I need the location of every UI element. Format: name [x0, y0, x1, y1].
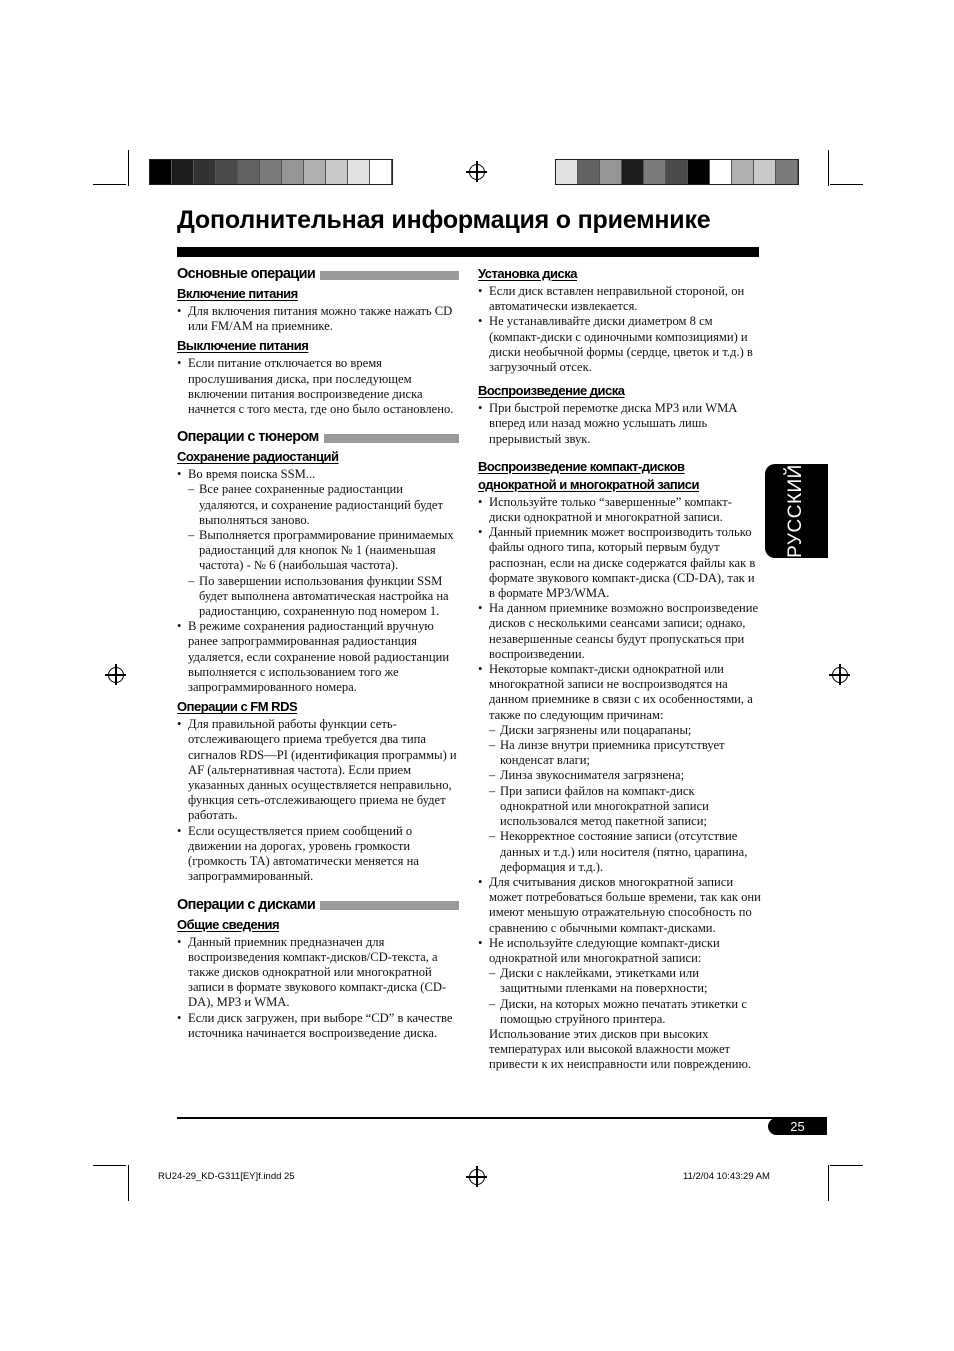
subsection-title: Установка диска [478, 266, 577, 281]
bullet-list [177, 304, 459, 334]
list-item: • Используйте только “завершенные” компакт-диски однократной и многократной записи. [478, 495, 762, 525]
color-calibration-bar-right [556, 160, 798, 184]
page-title: Дополнительная информация о приемнике [177, 206, 711, 234]
section-bar [320, 271, 459, 280]
section-title: Основные операции [177, 266, 316, 282]
crop-mark [93, 184, 126, 185]
bullet-list [177, 356, 459, 417]
title-rule [177, 247, 759, 257]
section-bar [324, 434, 459, 443]
section-bar [320, 901, 459, 910]
page-number: 25 [768, 1118, 827, 1135]
color-swatch [216, 160, 238, 184]
bullet-list [478, 401, 762, 447]
registration-mark-icon [469, 1169, 485, 1185]
bullet-list [478, 495, 762, 1073]
color-swatch [754, 160, 776, 184]
subsection-title: Сохранение радиостанций [177, 449, 339, 465]
bullet-list [177, 717, 459, 884]
section-title: Операции с тюнером [177, 429, 319, 446]
color-swatch [304, 160, 326, 184]
color-swatch [260, 160, 282, 184]
list-item: • Для считывания дисков многократной записи может потребоваться больше времени, так как они имеют меньшую отражательную способность по сравнению с обычными компакт-дисками. [478, 875, 762, 936]
crop-mark [830, 1165, 863, 1166]
color-swatch [688, 160, 710, 184]
color-swatch [282, 160, 304, 184]
color-swatch [370, 160, 392, 184]
bullet-list [177, 935, 459, 1041]
color-swatch [710, 160, 732, 184]
list-item: • Для правильной работы функции сеть-отслеживающего приема требуется два типа сигналов RDS—PI (идентификация программы) и AF (альтернативная частота). Если прием указанных данных осуществляется неправильно, функция сеть-отслеживающего приема не будет работать. [177, 717, 459, 823]
color-swatch [732, 160, 754, 184]
list-item: – Линза звукоснимателя загрязнена; [478, 768, 762, 783]
color-swatch [194, 160, 216, 184]
registration-mark-icon [469, 164, 485, 180]
bottom-rule [177, 1117, 827, 1119]
color-swatch [776, 160, 798, 184]
color-swatch [172, 160, 194, 184]
list-item: • Если осуществляется прием сообщений о движении на дорогах, уровень громкости (громкость TA) автоматически меняется на запрограммированный. [177, 824, 459, 885]
registration-mark-icon [108, 667, 124, 683]
list-item: – Некорректное состояние записи (отсутствие данных и т.д.) или носителя (пятно, царапина, деформация и т.д.). [478, 829, 762, 875]
color-swatch [238, 160, 260, 184]
color-swatch [578, 160, 600, 184]
color-swatch [556, 160, 578, 184]
color-swatch [600, 160, 622, 184]
list-item: – Диски, на которых можно печатать этикетки с помощью струйного принтера. [478, 997, 762, 1027]
list-item: – На линзе внутри приемника присутствует конденсат влаги; [478, 738, 762, 768]
list-item: Использование этих дисков при высоких температурах или высокой влажности может привести к их неисправности или повреждению. [489, 1026, 752, 1072]
list-item: • Данный приемник предназначен для воспроизведения компакт-дисков/CD-текста, а также дисков однократной или многократной записи в формате звукового компакт-диска (CD-DA), MP3 и WMA. [177, 935, 459, 1011]
section-heading [177, 266, 459, 282]
subsection-title: Включение питания [177, 286, 298, 301]
language-tab-label: РУССКИЙ [785, 464, 806, 558]
color-swatch [622, 160, 644, 184]
list-item: • Данный приемник может воспроизводить только файлы одного типа, который первым будут распознан, если на диске содержатся файлы как в формате звукового компакт-диска (CD-DA), так и в формате MP3/WMA. [478, 525, 762, 601]
crop-mark [828, 150, 829, 186]
color-swatch [150, 160, 172, 184]
list-item: • В режиме сохранения радиостанций вручную ранее запрограммированная радиостанция удаляется, если сохранение новой радиостанции выполняется с использованием того же запрограммированного номера. [177, 619, 459, 695]
left-column [177, 262, 459, 1041]
list-item: – Диски с наклейками, этикетками или защитными пленками на поверхности; [478, 966, 762, 996]
list-item: – Диски загрязнены или поцарапаны; [478, 723, 762, 738]
section-title: Операции с дисками [177, 896, 316, 913]
list-item: • Если питание отключается во время прослушивания диска, при последующем включении питания воспроизведение диска начнется с того места, где оно было остановлено. [177, 356, 459, 417]
list-item: • Во время поиска SSM... [177, 467, 459, 482]
list-item: – Все ранее сохраненные радиостанции удаляются, и сохранение радиостанций будет выполняться заново. [177, 482, 459, 528]
language-tab [765, 464, 828, 558]
list-item: – По завершении использования функции SSM будет выполнена автоматическая настройка на радиостанцию, сохраненную под номером 1. [177, 574, 459, 620]
bullet-list [478, 284, 762, 375]
list-item: • Если диск загружен, при выборе “CD” в качестве источника начинается воспроизведение диска. [177, 1011, 459, 1041]
print-timestamp: 11/2/04 10:43:29 AM [683, 1171, 770, 1182]
color-swatch [326, 160, 348, 184]
color-calibration-bar-left [150, 160, 392, 184]
subsection-title: Выключение питания [177, 338, 309, 354]
crop-mark [128, 150, 129, 186]
crop-mark [128, 1165, 129, 1201]
color-swatch [348, 160, 370, 184]
list-item: • Для включения питания можно также нажать CD или FM/AM на приемнике. [177, 304, 459, 334]
section-heading [177, 897, 459, 913]
bullet-list [177, 467, 459, 695]
list-item: • Некоторые компакт-диски однократной или многократной записи не воспроизводятся на данном приемнике в связи с их особенностями, а также по следующим причинам: [478, 662, 762, 723]
registration-mark-icon [832, 667, 848, 683]
crop-mark [830, 184, 863, 185]
list-item: – Выполняется программирование принимаемых радиостанций для кнопок № 1 (наименьшая частота) - № 6 (наибольшая частота). [177, 528, 459, 574]
right-column [478, 262, 762, 1073]
section-heading [177, 429, 459, 445]
subsection-title: Воспроизведение диска [478, 383, 625, 399]
list-item: • При быстрой перемотке диска MP3 или WMA вперед или назад можно услышать лишь прерывистый звук. [478, 401, 762, 447]
list-item: • Не используйте следующие компакт-диски однократной или многократной записи: [478, 936, 762, 966]
color-swatch [666, 160, 688, 184]
subsection-title: Операции с FM RDS [177, 699, 298, 715]
list-item: • Не устанавливайте диски диаметром 8 см (компакт-диски с одиночными композициями) и диски необычной формы (сердце, цветок и т.д.) в загрузочный отсек. [478, 314, 762, 375]
crop-mark [93, 1165, 126, 1166]
list-item: • Если диск вставлен неправильной стороной, он автоматически извлекается. [478, 284, 762, 314]
subsection-title: однократной и многократной записи [478, 476, 699, 492]
color-swatch [644, 160, 666, 184]
list-item: – При записи файлов на компакт-диск однократной или многократной записи использовался метод пакетной записи; [478, 784, 762, 830]
crop-mark [828, 1165, 829, 1201]
file-info: RU24-29_KD-G311[EY]f.indd 25 [158, 1171, 295, 1182]
subsection-title: Воспроизведение компакт-дисков [478, 458, 685, 474]
subsection-title: Общие сведения [177, 916, 280, 932]
list-item: • На данном приемнике возможно воспроизведение дисков с несколькими сеансами записи; однако, незавершенные сеансы будут пропускаться при воспроизведении. [478, 601, 762, 662]
